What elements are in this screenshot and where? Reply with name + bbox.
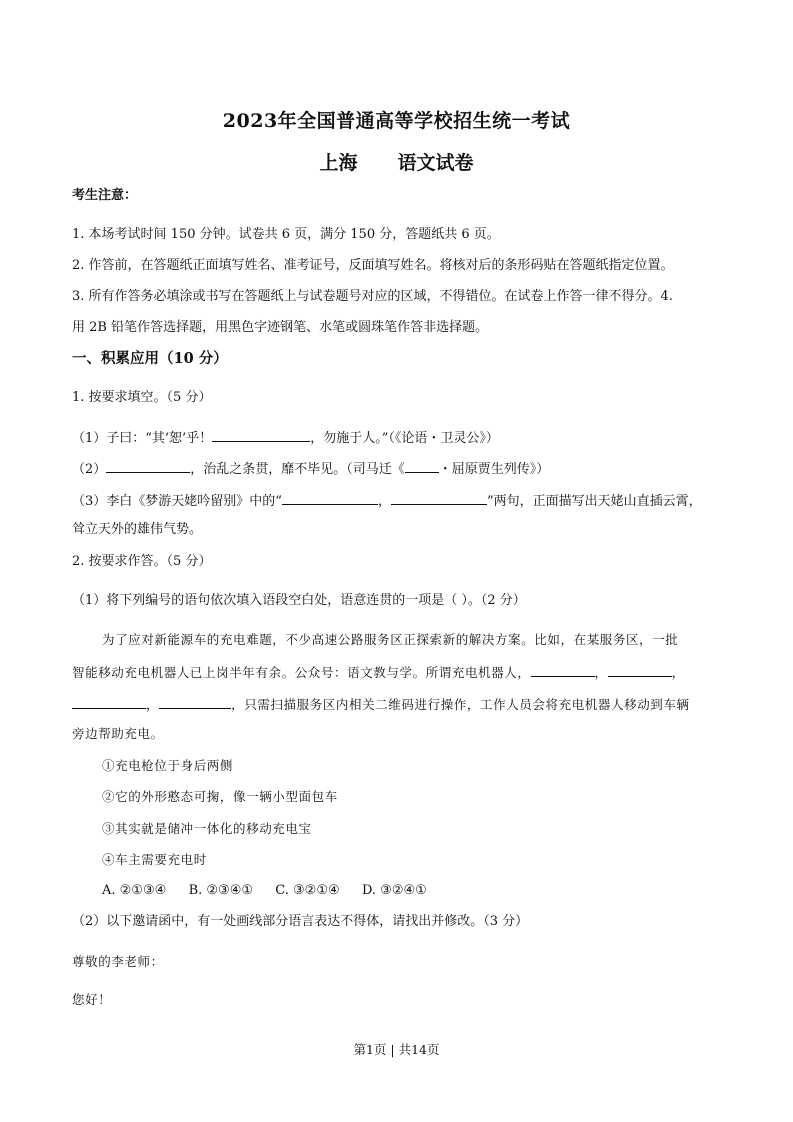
q1-stem: 1. 按要求填空。（5 分）: [72, 390, 212, 405]
option-2: ②它的外形憨态可掬，像一辆小型面包车: [102, 789, 338, 804]
exam-title: 2023年全国普通高等学校招生统一考试: [222, 110, 571, 132]
section-heading: 一、积累应用（10 分）: [72, 350, 228, 367]
answer-blank[interactable]: [391, 491, 487, 505]
answer-blank[interactable]: [106, 459, 190, 473]
exam-region: 上海: [319, 152, 358, 174]
choice-a[interactable]: A. ②①③④: [102, 883, 167, 898]
passage-blank[interactable]: [531, 663, 595, 677]
passage-blank[interactable]: [608, 663, 672, 677]
option-1: ①充电枪位于身后两侧: [102, 758, 234, 773]
exam-subject: 语文试卷: [397, 152, 474, 174]
choice-d[interactable]: D. ③②④①: [361, 883, 427, 898]
page-footer: 第1页 | 共14页: [353, 1042, 440, 1057]
choice-row: [102, 882, 427, 900]
answer-blank[interactable]: [405, 459, 439, 473]
notice-heading: 考生注意：: [72, 188, 138, 203]
passage-line-4: 旁边帮助充电。: [72, 726, 164, 741]
letter-greeting: 尊敬的李老师：: [72, 954, 164, 969]
passage-line-1: 为了应对新能源车的充电难题，不少高速公路服务区正探索新的解决方案。比如，在某服务区，一批: [102, 632, 679, 647]
passage-blank[interactable]: [159, 695, 231, 709]
exam-subtitle: [0, 148, 793, 175]
passage-blank[interactable]: [72, 695, 146, 709]
notice-item-2: 2. 作答前，在答题纸正面填写姓名、准考证号，反面填写姓名。将核对后的条形码贴在答题纸指定位置。: [72, 258, 674, 273]
q2-sub1: （1）将下列编号的语句依次填入语段空白处，语意连贯的一项是（ ）。（2 分）: [72, 593, 526, 608]
notice-item-1: 1. 本场考试时间 150 分钟。试卷共 6 页，满分 150 分，答题纸共 6 页。: [72, 227, 500, 242]
passage-line-2: 智能移动充电机器人已上岗半年有余。公众号：语文教与学。所谓充电机器人， ， ，: [72, 665, 685, 680]
q1-part3-cont: 耸立天外的雄伟气势。: [72, 522, 203, 537]
notice-item-3: 3. 所有作答务必填涂或书写在答题纸上与试卷题号对应的区域，不得错位。在试卷上作答一律不得分。4.: [72, 289, 673, 304]
letter-hello: 您好！: [72, 992, 112, 1007]
answer-blank[interactable]: [212, 428, 310, 442]
option-3: ③其实就是储冲一体化的移动充电宝: [102, 821, 312, 836]
q1-part3: （3）李白《梦游天姥吟留别》中的“ ， ”两句，正面描写出天姥山直插云霄，: [72, 491, 702, 511]
q2-sub2: （2）以下邀请函中，有一处画线部分语言表达不得体，请找出并修改。（3 分）: [72, 914, 529, 929]
choice-c[interactable]: C. ③②①④: [275, 883, 340, 898]
q2-stem: 2. 按要求作答。（5 分）: [72, 554, 212, 569]
choice-b[interactable]: B. ②③④①: [188, 883, 253, 898]
notice-item-4: 用 2B 铅笔作答选择题，用黑色字迹钢笔、水笔或圆珠笔作答非选择题。: [72, 320, 489, 335]
answer-blank[interactable]: [282, 491, 378, 505]
passage-line-3: ， ，只需扫描服务区内相关二维码进行操作，工作人员会将充电机器人移动到车辆: [72, 695, 690, 714]
option-4: ④车主需要充电时: [102, 852, 207, 867]
q1-part2: （2） ，治乱之条贯，靡不毕见。（司马迁《 ・屈原贾生列传》）: [72, 459, 549, 479]
q1-part1: （1）子曰：“其‘恕’乎！ ，勿施于人。”（《论语・卫灵公》）: [72, 428, 499, 448]
